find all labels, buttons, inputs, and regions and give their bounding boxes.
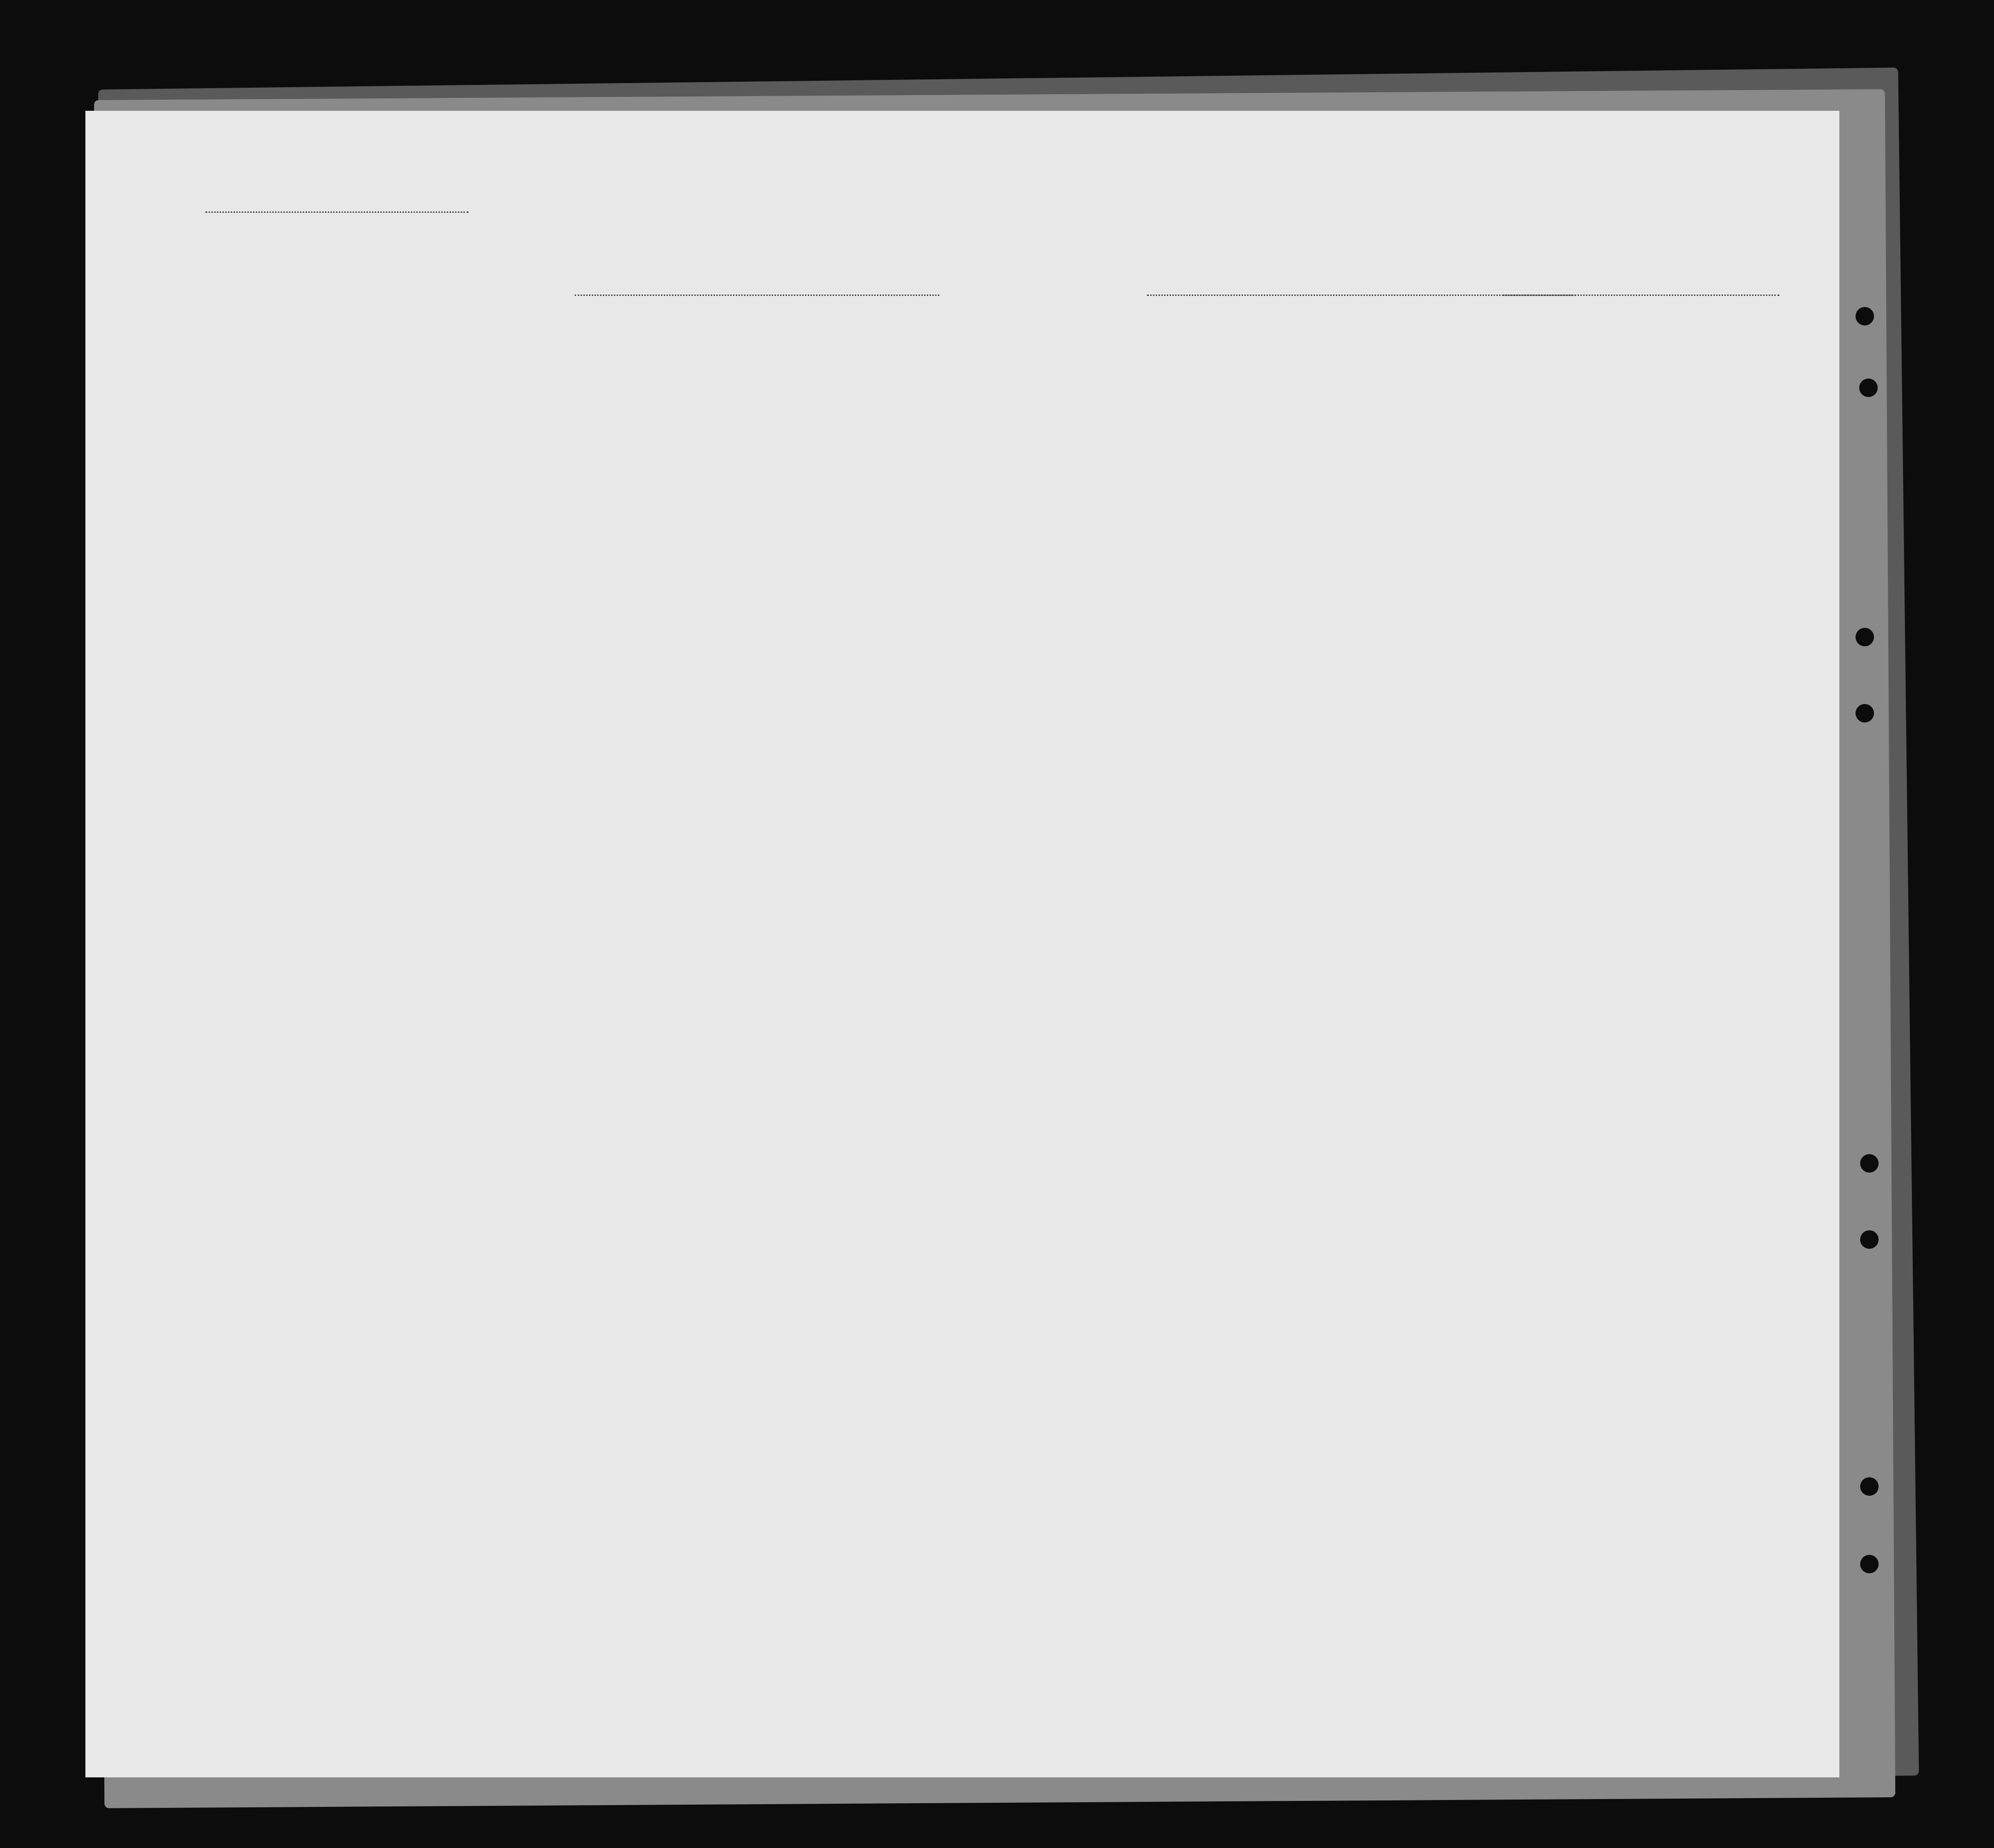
punch-hole bbox=[1860, 1555, 1879, 1573]
punch-hole bbox=[1856, 628, 1874, 646]
manifest-sheet bbox=[85, 111, 1839, 1777]
punch-hole bbox=[1856, 307, 1874, 325]
punch-hole bbox=[1860, 1477, 1879, 1496]
punch-hole bbox=[1856, 704, 1874, 722]
punch-hole bbox=[1860, 1154, 1879, 1173]
handwritten-marks bbox=[85, 111, 1839, 1777]
punch-hole bbox=[1859, 379, 1878, 397]
punch-hole bbox=[1860, 1230, 1879, 1249]
